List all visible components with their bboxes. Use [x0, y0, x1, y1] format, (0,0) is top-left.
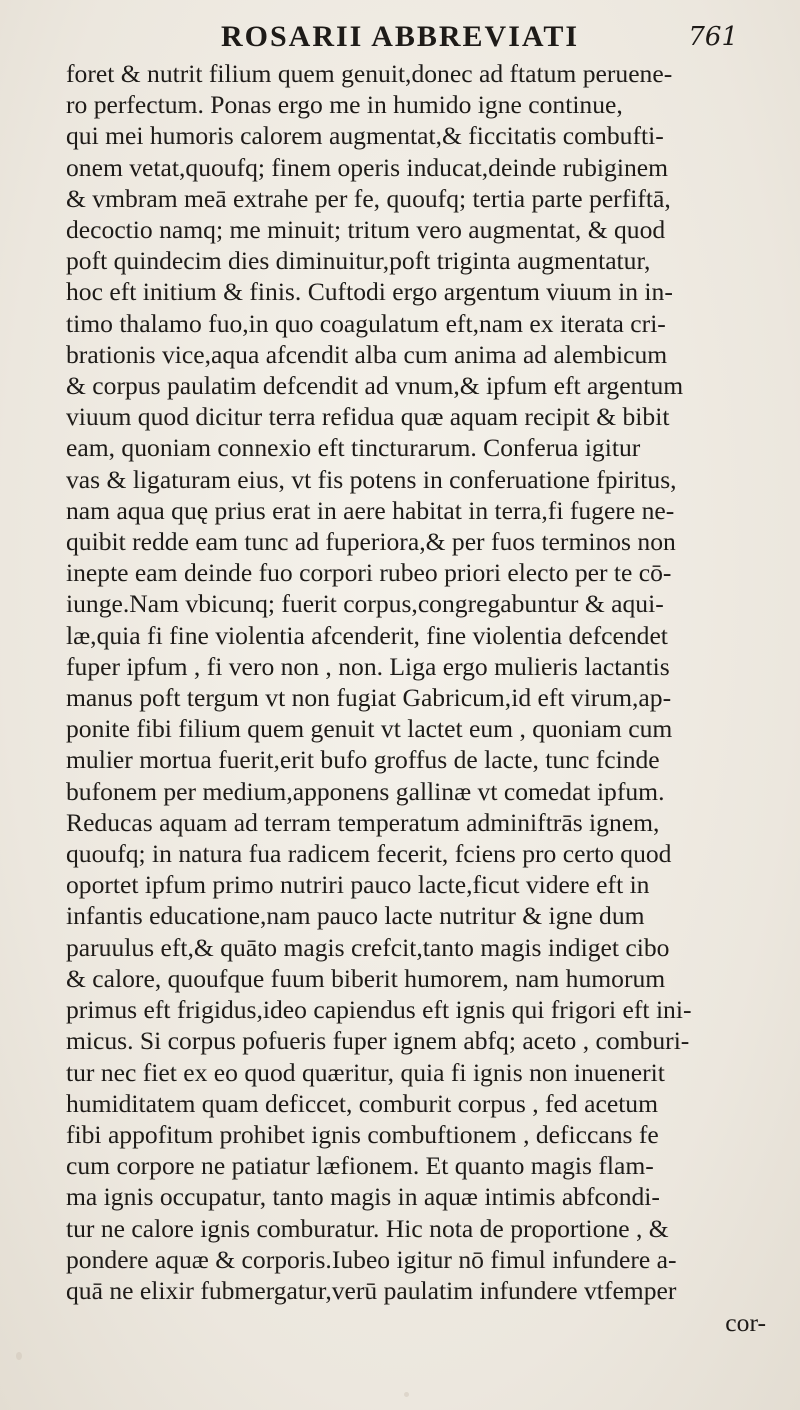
text-line: nam aqua quę prius erat in aere habitat in terra,fi fugere ne- [66, 495, 675, 525]
text-line: micus. Si corpus pofueris fuper ignem abfq; aceto , comburi- [66, 1026, 690, 1056]
text-line: quoufq; in natura fua radicem fecerit, fciens pro certo quod [66, 839, 672, 869]
text-line: & calore, quoufque fuum biberit humorem, nam humorum [66, 963, 666, 993]
text-line: cum corpore ne patiatur læfionem. Et quanto magis flam- [66, 1151, 654, 1181]
text-line: bufonem per medium,apponens gallinæ vt comedat ipfum. [66, 776, 665, 806]
text-line: ma ignis occupatur, tanto magis in aquæ intimis abfcondi- [66, 1182, 660, 1212]
text-line: & vmbram meā extrahe per fe, quoufq; tertia parte perfiftā, [66, 183, 671, 213]
text-line: primus eft frigidus,ideo capiendus eft ignis qui frigori eft ini- [66, 995, 692, 1025]
page-header [0, 14, 800, 62]
text-line: foret & nutrit filium quem genuit,donec ad ftatum peruene- [66, 59, 673, 88]
folio-number: 761 [688, 22, 738, 52]
text-line: quibit redde eam tunc ad fuperiora,& per fuos terminos non [66, 527, 676, 557]
text-line: timo thalamo fuo,in quo coagulatum eft,nam ex iterata cri- [66, 308, 666, 338]
text-line: eam, quoniam connexio eft tincturarum. Conferua igitur [66, 433, 641, 463]
text-line: & corpus paulatim defcendit ad vnum,& ipfum eft argentum [66, 371, 684, 401]
paper-blemish [404, 1392, 409, 1397]
paper-blemish [16, 1352, 22, 1360]
text-line: brationis vice,aqua afcendit alba cum anima ad alembicum [66, 339, 668, 369]
text-line: hoc eft initium & finis. Cuftodi ergo argentum viuum in in- [66, 277, 673, 307]
text-line: vas & ligaturam eius, vt fis potens in conferuatione fpiritus, [66, 464, 677, 494]
text-line: Reducas aquam ad terram temperatum adminiftrās ignem, [66, 807, 660, 837]
text-line: fibi appofitum prohibet ignis combuftionem , deficcans fe [66, 1119, 659, 1149]
text-line: fuper ipfum , fi vero non , non. Liga ergo mulieris lactantis [66, 651, 670, 681]
text-line: iunge.Nam vbicunq; fuerit corpus,congregabuntur & aqui- [66, 589, 664, 619]
text-line: viuum quod dicitur terra refidua quæ aquam recipit & bibit [66, 402, 670, 432]
text-line: mulier mortua fuerit,erit bufo groffus de lacte, tunc fcinde [66, 745, 660, 775]
text-line: manus poft tergum vt non fugiat Gabricum,id eft virum,ap- [66, 683, 672, 713]
text-line: humiditatem quam deficcet, comburit corpus , fed acetum [66, 1088, 659, 1118]
text-line: pondere aquæ & corporis.Iubeo igitur nō fimul infundere a- [66, 1244, 677, 1274]
text-line: onem vetat,quoufq; finem operis inducat,deinde rubiginem [66, 152, 669, 182]
text-line: oportet ipfum primo nutriri pauco lacte,ficut videre eft in [66, 870, 650, 900]
text-line: decoctio namq; me minuit; tritum vero augmentat, & quod [66, 215, 666, 245]
text-line: qui mei humoris calorem augmentat,& ficcitatis combufti- [66, 121, 664, 151]
text-line: tur ne calore ignis comburatur. Hic nota de proportione , & [66, 1213, 669, 1243]
text-line: paruulus eft,& quāto magis crefcit,tanto magis indiget cibo [66, 932, 670, 962]
running-title: ROSARII ABBREVIATI [220, 20, 580, 53]
text-line: ponite fibi filium quem genuit vt lactet eum , quoniam cum [66, 714, 673, 744]
body-text [66, 58, 756, 1306]
text-line: infantis educatione,nam pauco lacte nutritur & igne dum [66, 901, 645, 931]
text-line: læ,quia fi fine violentia afcenderit, fine violentia defcendet [66, 620, 668, 650]
text-line: quā ne elixir fubmergatur,verū paulatim infundere vtfemper [66, 1275, 677, 1305]
text-line: ro perfectum. Ponas ergo me in humido igne continue, [66, 90, 623, 120]
text-line: tur nec fiet ex eo quod quæritur, quia fi ignis non inuenerit [66, 1057, 665, 1087]
text-line: inepte eam deinde fuo corpori rubeo priori electo per te cō- [66, 558, 672, 588]
text-line: poft quindecim dies diminuitur,poft triginta augmentatur, [66, 246, 651, 276]
catchword: cor- [725, 1308, 766, 1337]
